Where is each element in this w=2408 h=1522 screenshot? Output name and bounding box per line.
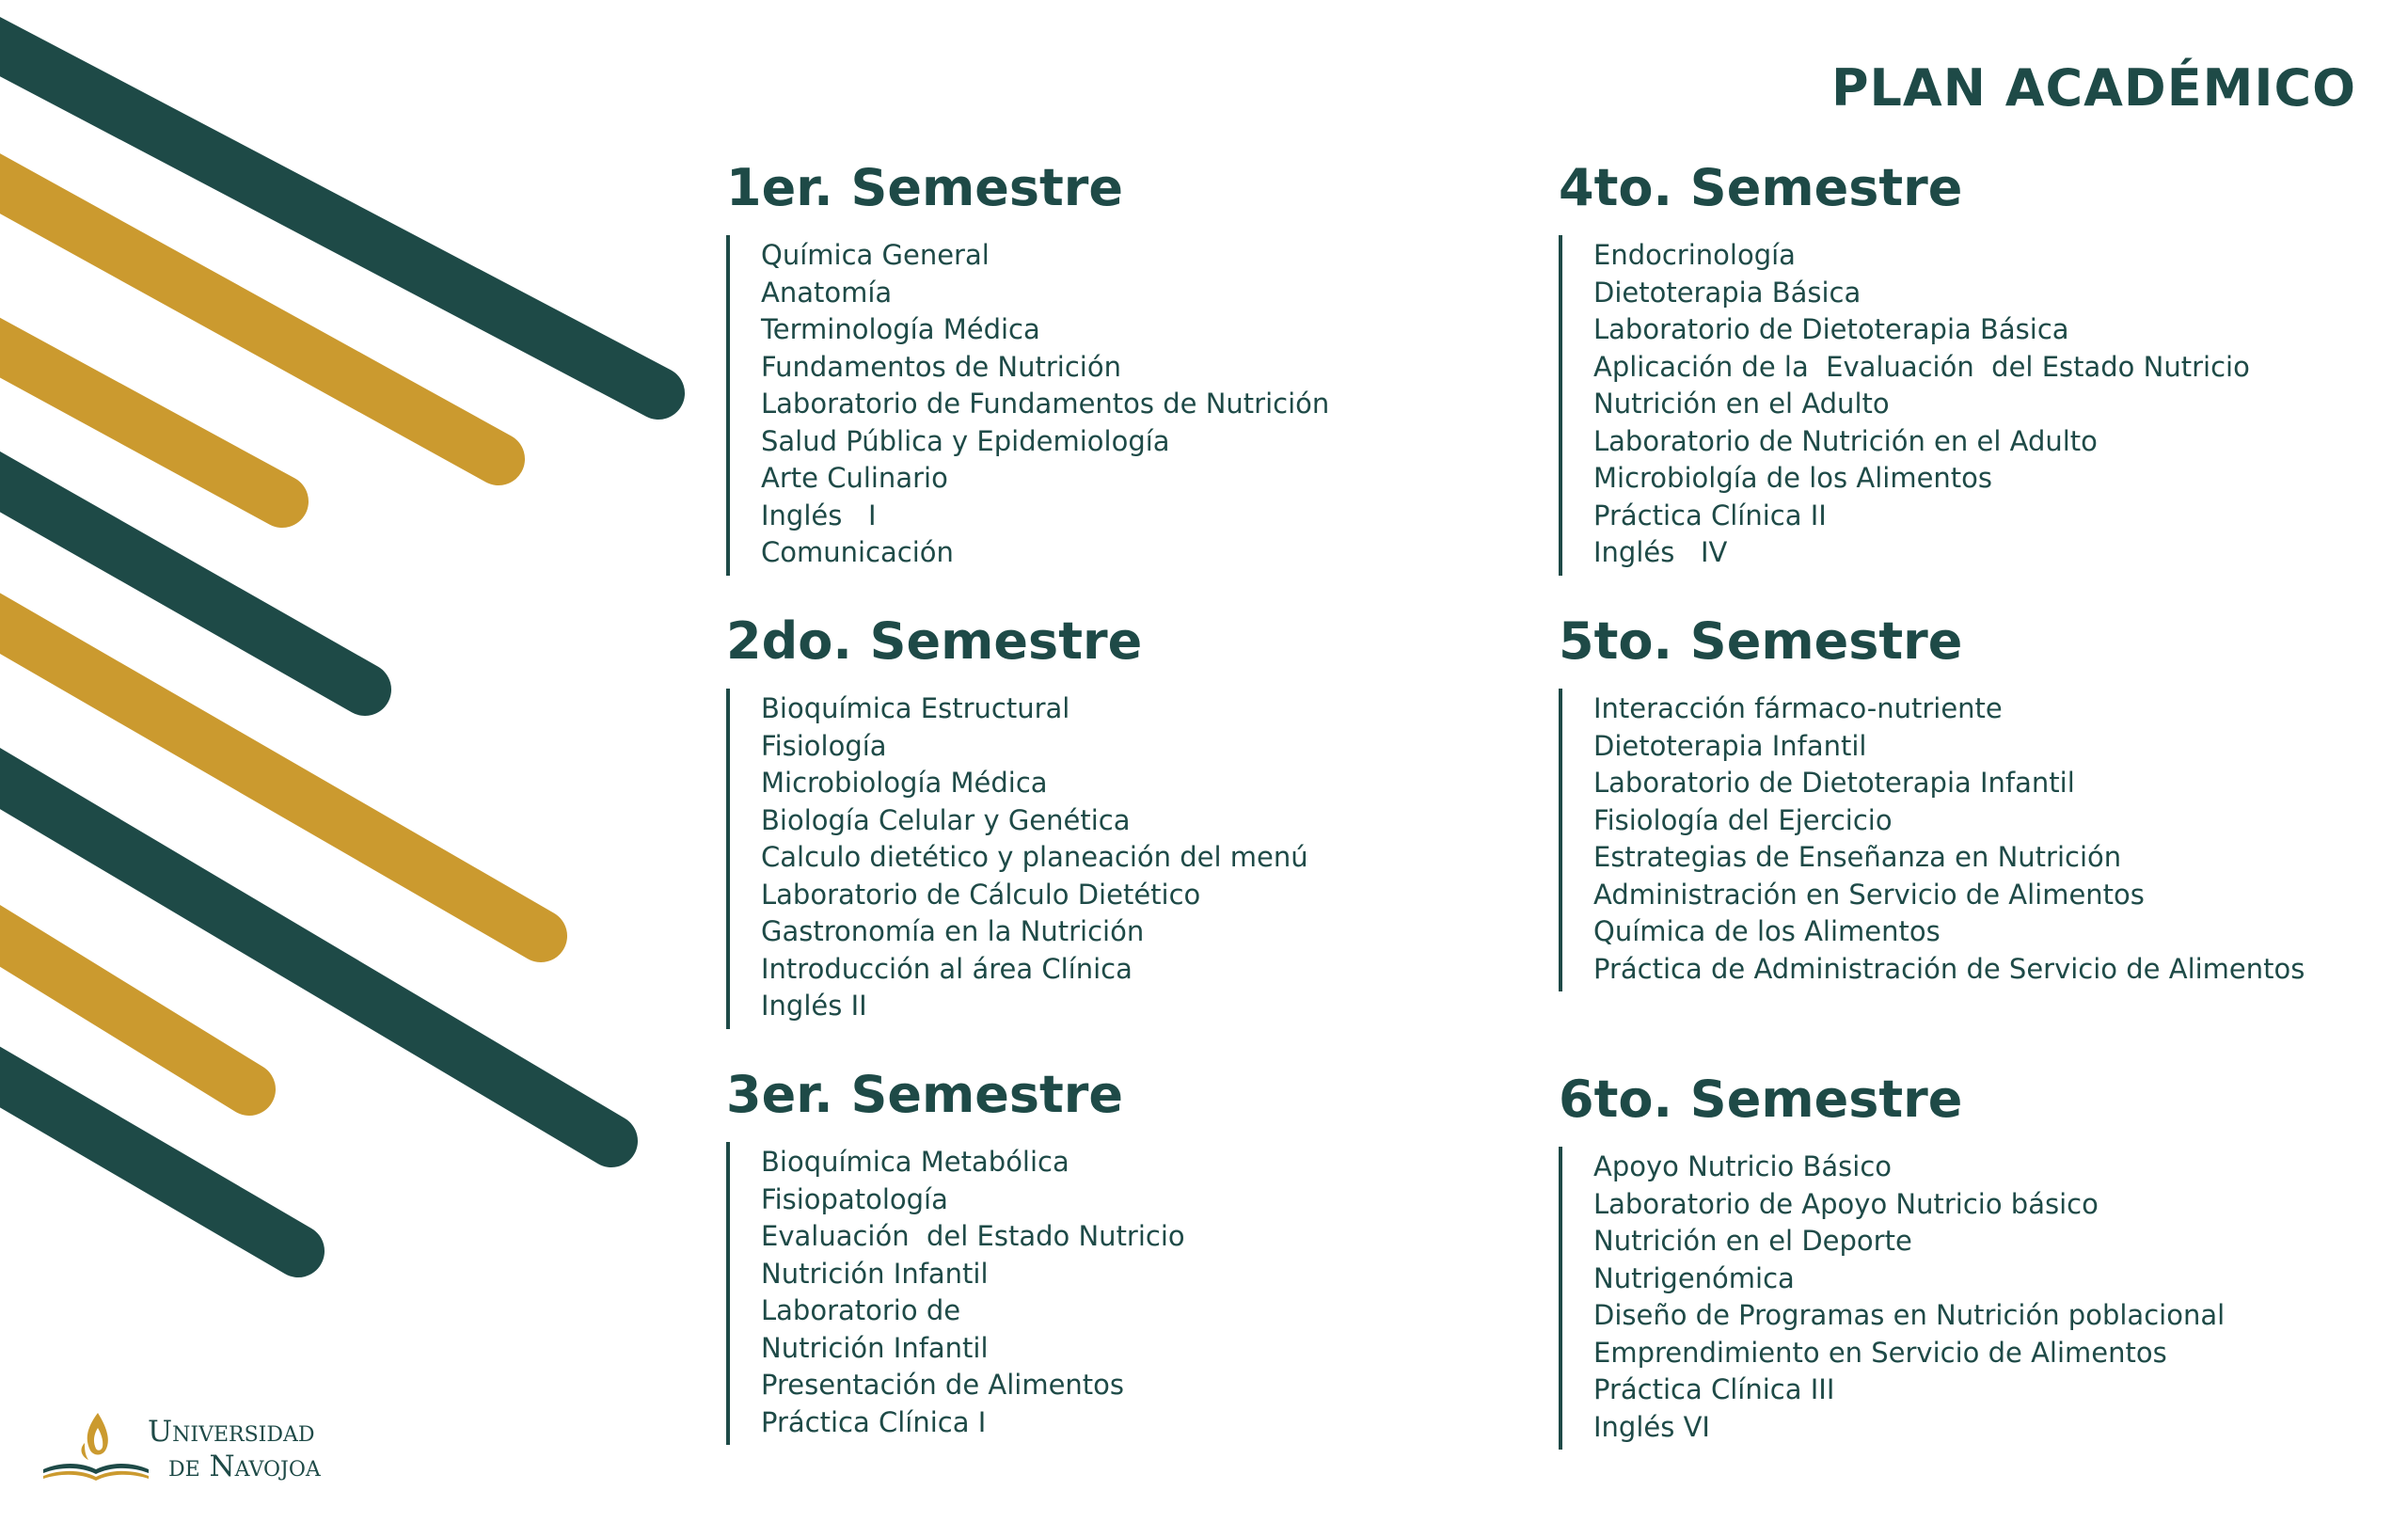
semester-title: 1er. Semestre [726,158,1124,217]
course-item: Endocrinología [1593,239,1796,271]
course-item: Química General [761,239,990,271]
course-list [1559,1147,2225,1450]
course-item: Microbiolgía de los Alimentos [1593,462,1993,494]
logo-line-1: Universidad [148,1415,315,1449]
course-item: Laboratorio de Apoyo Nutricio básico [1593,1187,2099,1220]
course-list [726,1142,1185,1445]
course-item: Inglés II [761,990,867,1022]
course-item: Calculo dietético y planeación del menú [761,841,1308,873]
course-item: Dietoterapia Básica [1593,276,1861,309]
course-item: Nutrigenómica [1593,1261,1795,1294]
semester-title: 6to. Semestre [1559,1070,1963,1129]
course-item: Introducción al área Clínica [761,952,1133,985]
course-item: Práctica de Administración de Servicio de Alimentos [1593,952,2305,985]
course-item: Fisiopatología [761,1182,948,1215]
course-item: Aplicación de la Evaluación del Estado Nutricio [1593,350,2250,383]
semester-title: 2do. Semestre [726,611,1143,671]
course-item: Fisiología del Ejercicio [1593,803,1893,836]
university-name [148,1415,321,1484]
course-item: Apoyo Nutricio Básico [1593,1150,1893,1182]
course-list [726,235,1329,576]
course-list [1559,235,2250,576]
course-item: Bioquímica Metabólica [761,1146,1069,1178]
course-item: Comunicación [761,536,954,568]
course-item: Terminología Médica [761,313,1040,345]
course-item: Nutrición Infantil [761,1331,989,1364]
course-item: Laboratorio de Nutrición en el Adulto [1593,424,2098,457]
course-item: Nutrición en el Deporte [1593,1225,1912,1257]
course-item: Arte Culinario [761,462,948,494]
semester-5 [1559,611,2305,991]
course-item: Gastronomía en la Nutrición [761,915,1145,947]
semester-3 [726,1065,1185,1445]
course-item: Práctica Clínica I [761,1405,987,1438]
course-list [726,689,1308,1029]
flame-book-icon [40,1407,152,1492]
semester-1 [726,158,1329,576]
semester-title: 5to. Semestre [1559,611,1963,671]
course-item: Fundamentos de Nutrición [761,350,1121,383]
course-item: Química de los Alimentos [1593,915,1941,947]
course-item: Estrategias de Enseñanza en Nutrición [1593,841,2122,873]
course-item: Emprendimiento en Servicio de Alimentos [1593,1336,2167,1369]
course-item: Salud Pública y Epidemiología [761,424,1170,457]
course-item: Laboratorio de Fundamentos de Nutrición [761,388,1330,420]
course-item: Dietoterapia Infantil [1593,729,1867,762]
course-item: Fisiología [761,729,887,762]
course-item: Presentación de Alimentos [761,1369,1125,1401]
course-item: Laboratorio de Cálculo Dietético [761,878,1201,911]
course-item: Laboratorio de Dietoterapia Infantil [1593,767,2075,799]
semester-title: 3er. Semestre [726,1065,1124,1124]
course-list [1559,689,2305,991]
course-item: Microbiología Médica [761,767,1048,799]
course-item: Administración en Servicio de Alimentos [1593,878,2145,911]
course-item: Interacción fármaco-nutriente [1593,692,2003,724]
course-item: Inglés VI [1593,1410,1710,1443]
course-item: Laboratorio de Dietoterapia Básica [1593,313,2069,345]
course-item: Laboratorio de [761,1294,961,1326]
course-item: Anatomía [761,276,893,309]
semester-2 [726,611,1308,1029]
course-item: Evaluación del Estado Nutricio [761,1220,1185,1252]
semester-6 [1559,1070,2225,1450]
semester-4 [1559,158,2250,576]
course-item: Diseño de Programas en Nutrición poblacional [1593,1299,2226,1331]
course-item: Nutrición en el Adulto [1593,388,1890,420]
logo-line-2: de Navojoa [168,1450,321,1483]
university-logo [40,1407,359,1492]
course-item: Práctica Clínica III [1593,1373,1835,1405]
page-title: PLAN ACADÉMICO [1830,58,2356,118]
course-item: Bioquímica Estructural [761,692,1070,724]
course-item: Inglés I [761,499,877,531]
course-item: Práctica Clínica II [1593,499,1827,531]
course-item: Nutrición Infantil [761,1257,989,1290]
course-item: Biología Celular y Genética [761,803,1131,836]
decorative-stripes [0,0,715,1317]
semester-title: 4to. Semestre [1559,158,1963,217]
course-item: Inglés IV [1593,536,1728,568]
